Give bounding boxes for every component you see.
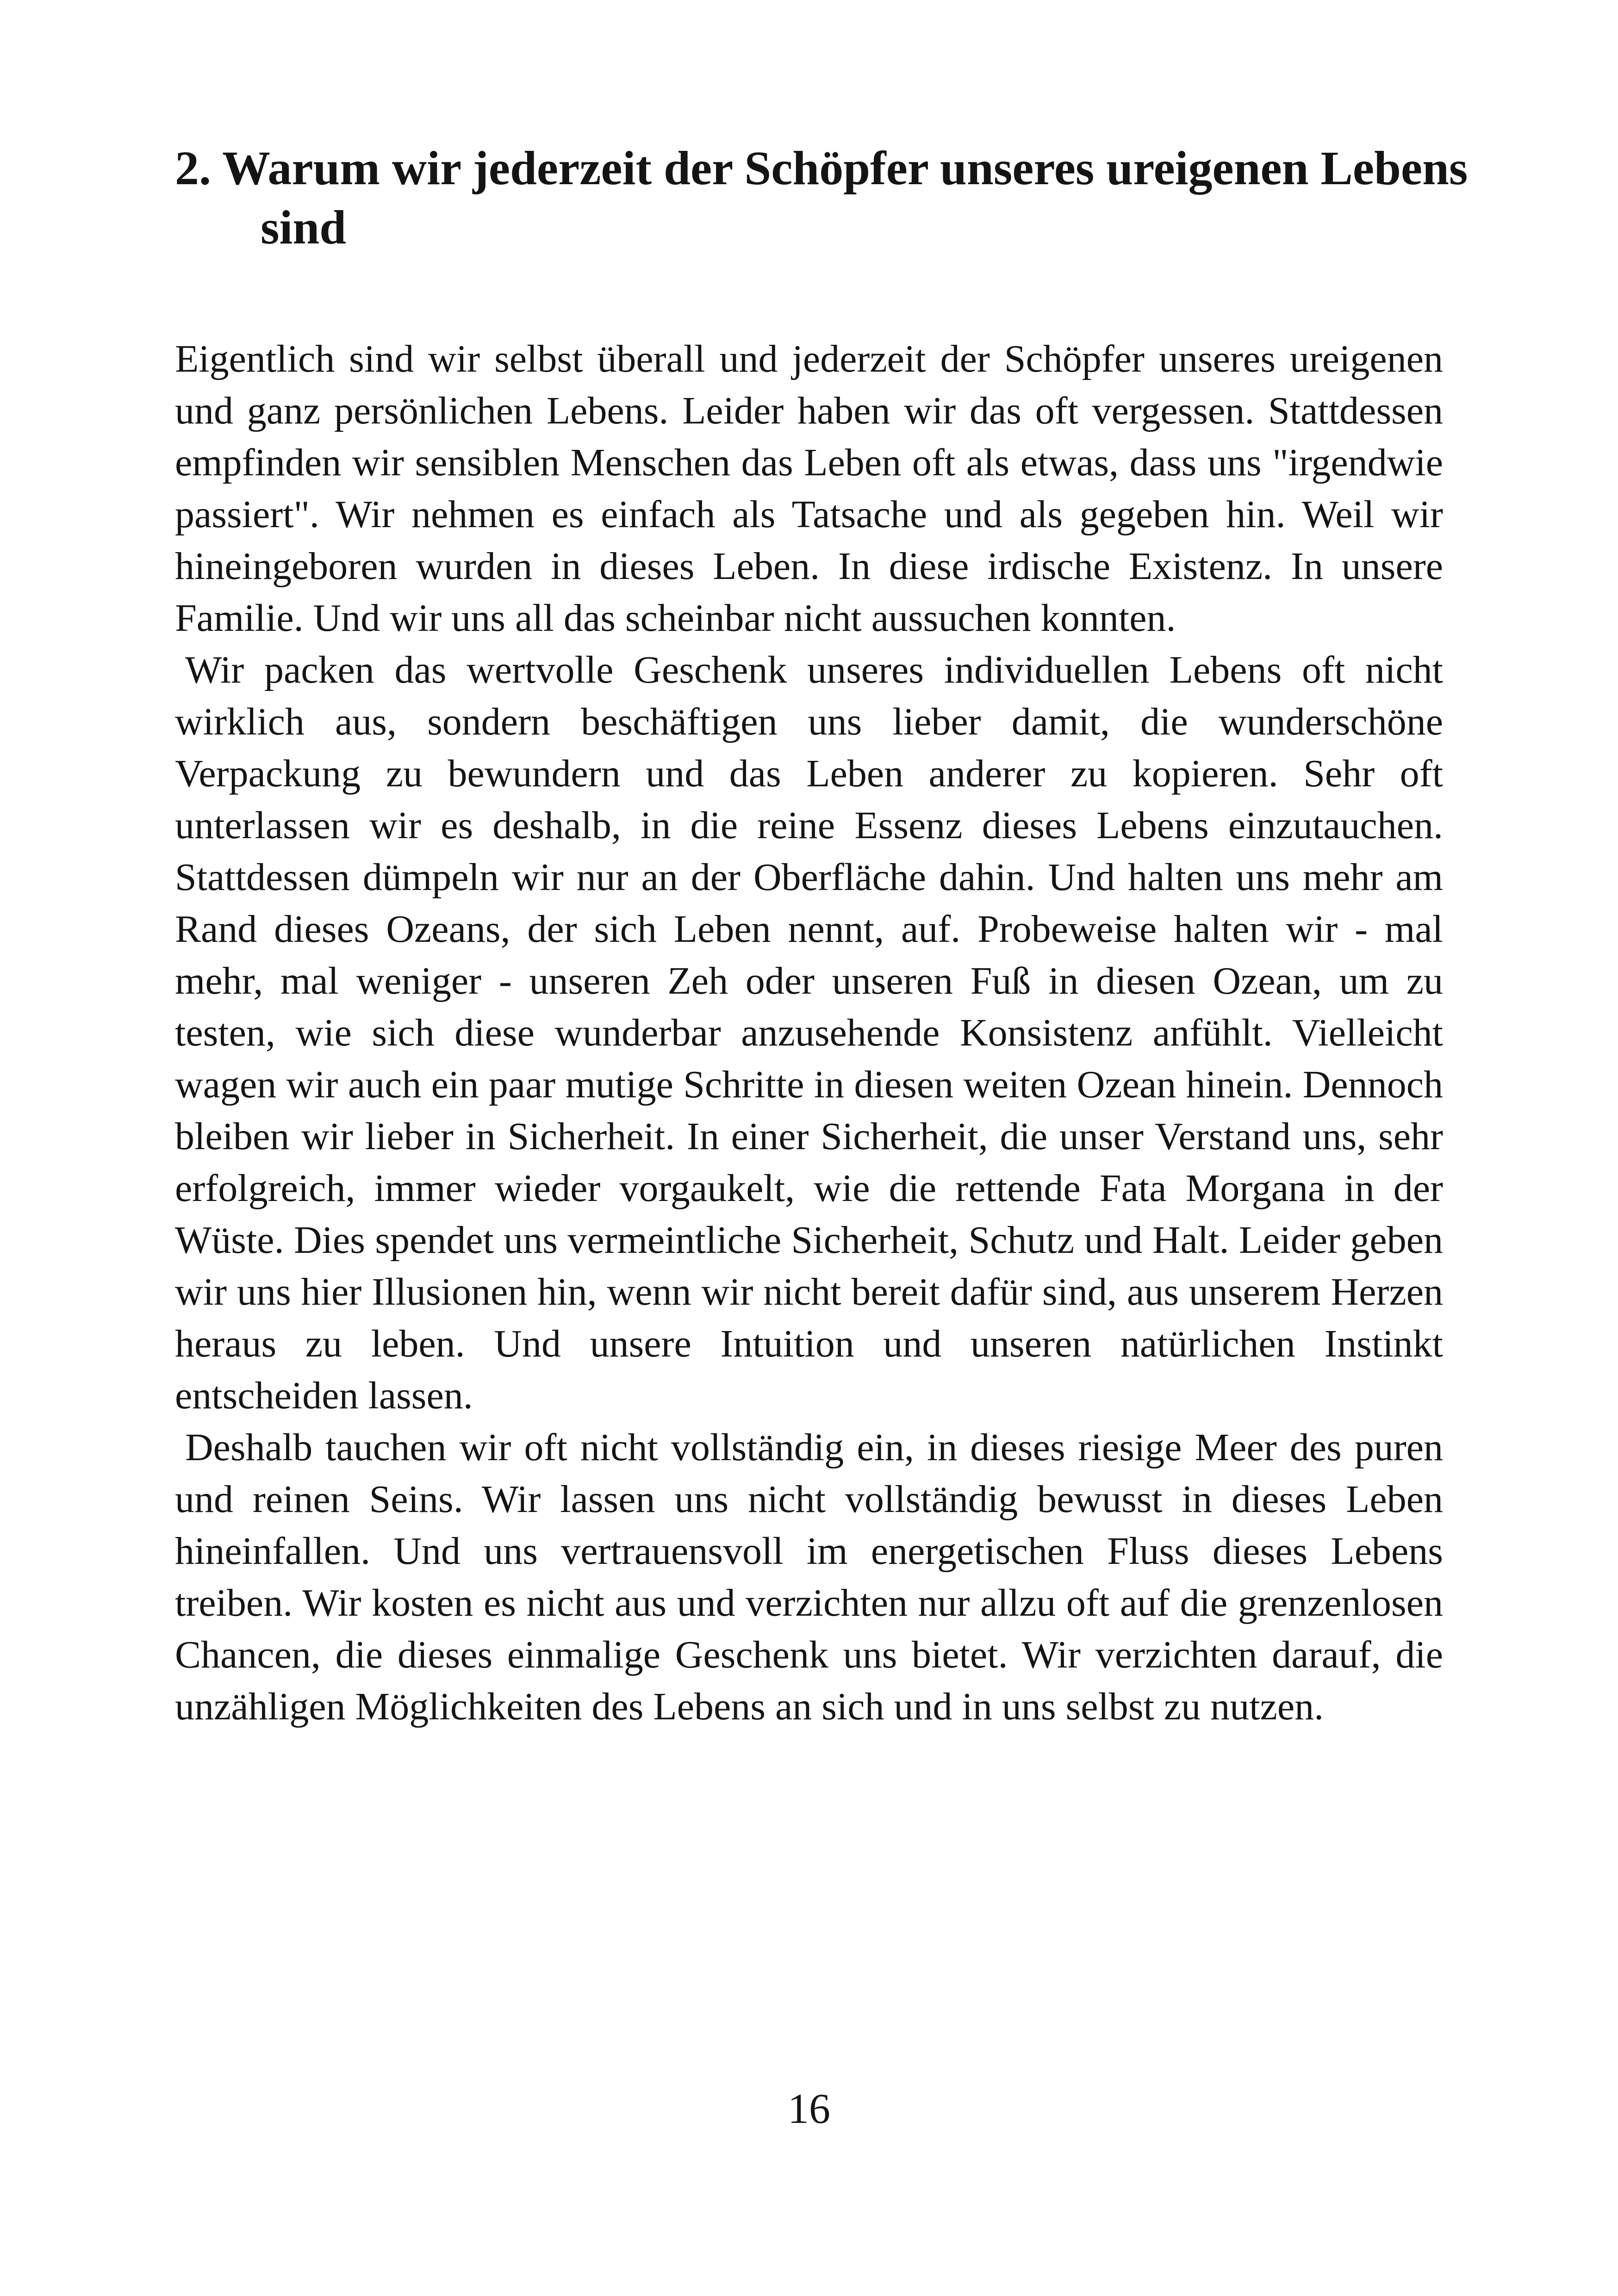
body-text [175,333,1443,1733]
paragraph: Deshalb tauchen wir oft nicht vollständig ein, in dieses riesige Meer des puren und reinen Seins. Wir lassen uns nicht vollständig bewusst in dieses Leben hineinfallen. Und uns vertrauensvoll im energetischen Fluss dieses Lebens treiben. Wir kosten es nicht aus und verzichten nur allzu oft auf die grenzenlosen Chancen, die dieses einmalige Geschenk uns bietet. Wir verzichten darauf, die unzähligen Möglichkeiten des Lebens an sich und in uns selbst zu nutzen. [175,1426,1443,1728]
page-number: 16 [788,2085,830,2132]
chapter-heading: 2. Warum wir jederzeit der Schöpfer unseres ureigenen Lebens sind [175,142,1468,254]
paragraph: Eigentlich sind wir selbst überall und jederzeit der Schöpfer unseres ureigenen und ganz persönlichen Lebens. Leider haben wir das oft vergessen. Stattdessen empfinden wir sensiblen Menschen das Leben oft als etwas, dass uns "irgendwie passiert". Wir nehmen es einfach als Tatsache und als gegeben hin. Weil wir hineingeboren wurden in dieses Leben. In diese irdische Existenz. In unsere Familie. Und wir uns all das scheinbar nicht aussuchen konnten. [175,337,1443,640]
paragraph: Wir packen das wertvolle Geschenk unseres individuellen Lebens oft nicht wirklich aus, sondern beschäftigen uns lieber damit, die wunderschöne Verpackung zu bewundern und das Leben anderer zu kopieren. Sehr oft unterlassen wir es deshalb, in die reine Essenz dieses Lebens einzutauchen. Stattdessen dümpeln wir nur an der Oberfläche dahin. Und halten uns mehr am Rand dieses Ozeans, der sich Leben nennt, auf. Probeweise halten wir - mal mehr, mal weniger - unseren Zeh oder unseren Fuß in diesen Ozean, um zu testen, wie sich diese wunderbar anzusehende Konsistenz anfühlt. Vielleicht wagen wir auch ein paar mutige Schritte in diesen weiten Ozean hinein. Dennoch bleiben wir lieber in Sicherheit. In einer Sicherheit, die unser Verstand uns, sehr erfolgreich, immer wieder vorgaukelt, wie die rettende Fata Morgana in der Wüste. Dies spendet uns vermeintliche Sicherheit, Schutz und Halt. Leider geben wir uns hier Illusionen hin, wenn wir nicht bereit dafür sind, aus unserem Herzen heraus zu leben. Und unsere Intuition und unseren natürlichen Instinkt entscheiden lassen. [175,648,1443,1417]
